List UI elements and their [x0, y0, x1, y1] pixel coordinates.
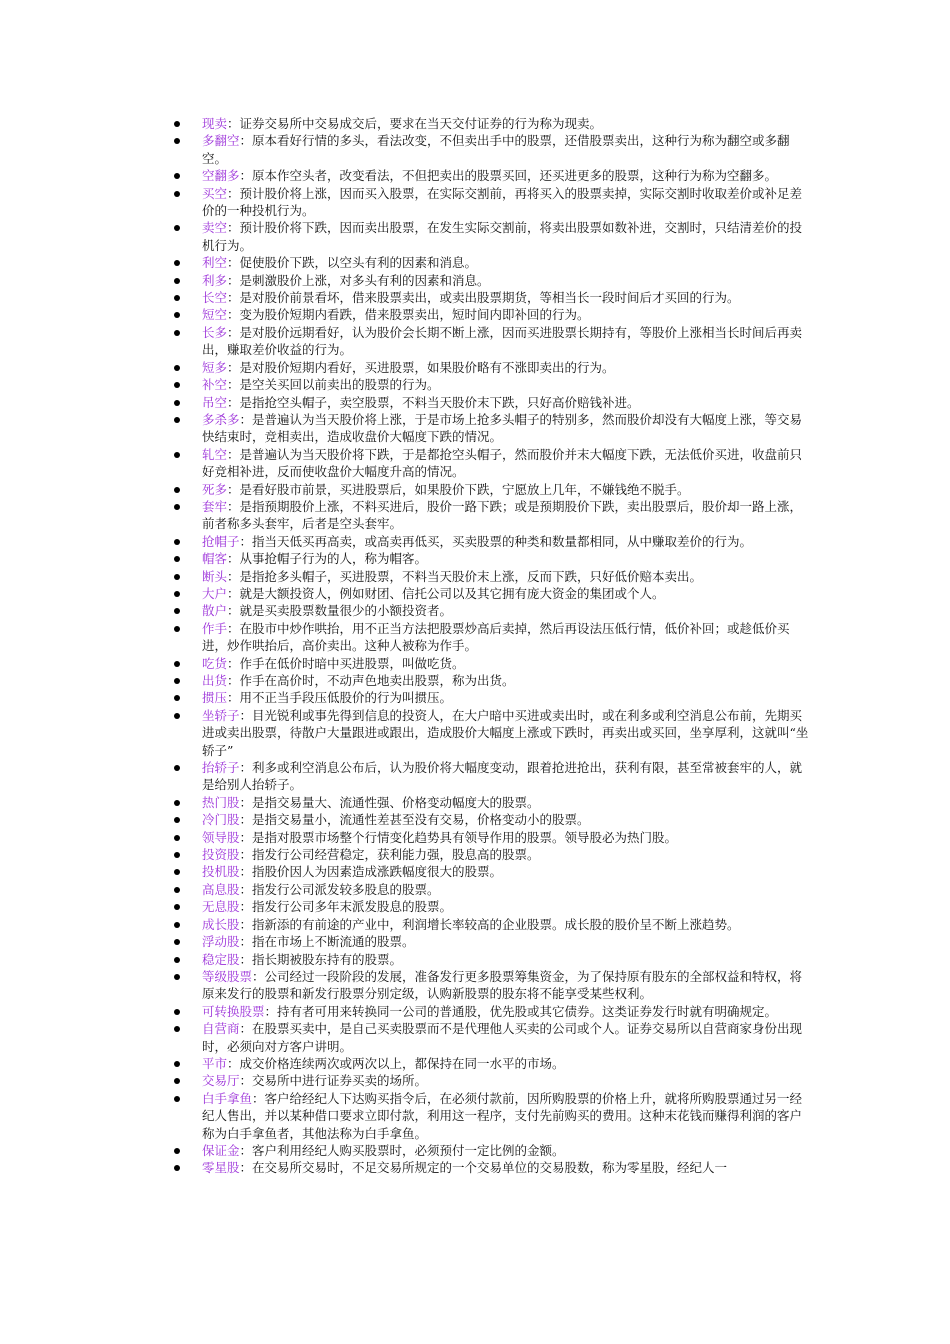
bullet-dot-icon: [174, 1148, 180, 1154]
glossary-term: 卖空: [202, 220, 228, 236]
bullet-dot-icon: [174, 574, 180, 580]
bullet-dot-icon: [174, 1061, 180, 1067]
bullet-dot-icon: [174, 121, 180, 127]
glossary-entry: [172, 272, 812, 289]
glossary-entry: [172, 881, 812, 898]
glossary-term: 成长股: [202, 916, 240, 932]
glossary-definition: ：利多或利空消息公布后，认为股价将大幅度变动，跟着抢进抢出，获利有限，甚至常被套牢的人，就是给别人抬轿子。: [202, 760, 803, 793]
glossary-entry: [172, 481, 812, 498]
bullet-dot-icon: [174, 487, 180, 493]
glossary-entry: [172, 1055, 812, 1072]
glossary-definition: ：是普遍认为当天股价将上涨，于是市场上抢多头帽子的特别多，然而股价却没有大幅度上涨，等交易快结束时，竞相卖出，造成收盘价大幅度下跌的情况。: [202, 411, 803, 445]
glossary-definition: ：用不正当手段压低股价的行为叫掼压。: [227, 690, 453, 706]
glossary-entry: [172, 376, 812, 393]
glossary-term: 吃货: [202, 655, 228, 671]
glossary-entry: [172, 863, 812, 880]
glossary-entry: [172, 811, 812, 828]
glossary-definition: ：是指预期股价上涨，不料买进后，股价一路下跌；或是预期股价下跌，卖出股票后，股价却一路上涨，前者称多头套牢，后者是空头套牢。: [202, 498, 803, 532]
glossary-entry: [172, 1090, 812, 1142]
glossary-term: 死多: [202, 481, 228, 497]
glossary-entry: [172, 550, 812, 567]
glossary-entry: [172, 689, 812, 706]
glossary-entry: [172, 968, 812, 1003]
glossary-definition: ：预计股价将下跌，因而卖出股票，在发生实际交割前，将卖出股票如数补进，交割时，只结清差价的投机行为。: [202, 220, 803, 253]
glossary-term: 出货: [202, 673, 228, 688]
glossary-entry: [172, 324, 812, 359]
glossary-term: 等级股票: [202, 968, 253, 984]
bullet-dot-icon: [174, 452, 180, 458]
glossary-entry: [172, 759, 812, 794]
bullet-dot-icon: [174, 417, 180, 423]
glossary-entry: [172, 411, 812, 446]
glossary-definition: ：在交易所交易时，不足交易所规定的一个交易单位的交易股数，称为零星股，经纪人一: [239, 1160, 728, 1176]
glossary-entry: [172, 1142, 812, 1159]
bullet-dot-icon: [174, 365, 180, 371]
glossary-entry: [172, 794, 812, 811]
glossary-term: 现卖: [202, 116, 228, 131]
glossary-definition: ：指新添的有前途的产业中，利润增长率较高的企业股票。成长股的股价呈不断上涨趋势。: [239, 916, 740, 932]
glossary-entry: [172, 1072, 812, 1089]
glossary-term: 散户: [202, 603, 228, 619]
glossary-definition: ：是指交易量小，流通性差甚至没有交易，价格变动小的股票。: [239, 812, 590, 828]
glossary-definition: ：是普遍认为当天股价将下跌，于是都抢空头帽子，然而股价并末大幅度下跌，无法低价买进，收盘前只好竞相补进，反而使收盘价大幅度升高的情况。: [202, 446, 803, 480]
glossary-term: 空翻多: [202, 168, 240, 184]
glossary-definition: ：是刺激股价上涨，对多头有利的因素和消息。: [227, 272, 490, 288]
glossary-entry: [172, 916, 812, 933]
glossary-definition: ：是对股价远期看好，认为股价会长期不断上涨，因而买进股票长期持有，等股价上涨相当长时间后再卖出，赚取差价收益的行为。: [202, 324, 803, 358]
bullet-dot-icon: [174, 295, 180, 301]
glossary-term: 利空: [202, 255, 228, 271]
glossary-definition: ：目光锐利或事先得到信息的投资人，在大户暗中买进或卖出时，或在利多或利空消息公布前，先期买进或卖出股票，待散户大量跟进或跟出，造成股价大幅度上涨或下跌时，再卖出或买回，坐享厚利，这就叫“坐轿子”: [202, 707, 809, 758]
glossary-definition: ：指长期被股东持有的股票。: [239, 951, 403, 967]
bullet-dot-icon: [174, 382, 180, 388]
glossary-entry: [172, 115, 812, 132]
glossary-term: 白手拿鱼: [202, 1090, 253, 1106]
glossary-term: 作手: [202, 620, 228, 636]
glossary-entry: [172, 167, 812, 184]
bullet-dot-icon: [174, 713, 180, 719]
glossary-definition: ：就是买卖股票数量很少的小额投资者。: [227, 603, 453, 619]
glossary-definition: ：是指对股票市场整个行情变化趋势具有领导作用的股票。领导股必为热门股。: [239, 829, 678, 845]
glossary-definition: ：原本看好行情的多头，看法改变，不但卖出手中的股票，还借股票卖出，这种行为称为翻空或多翻空。: [202, 133, 790, 166]
glossary-definition: ：交易所中进行证券买卖的场所。: [239, 1073, 428, 1089]
glossary-term: 帽客: [202, 551, 228, 567]
glossary-entry: [172, 185, 812, 220]
glossary-term: 短空: [202, 307, 228, 323]
glossary-entry: [172, 132, 812, 167]
glossary-term: 短多: [202, 359, 228, 375]
bullet-dot-icon: [174, 852, 180, 858]
glossary-term: 冷门股: [202, 812, 240, 828]
glossary-definition: ：作手在高价时，不动声色地卖出股票，称为出货。: [227, 673, 515, 688]
glossary-term: 抬轿子: [202, 760, 240, 776]
glossary-definition: ：是空关买回以前卖出的股票的行为。: [227, 377, 440, 393]
bullet-dot-icon: [174, 260, 180, 266]
glossary-definition: ：客户给经纪人下达购买指令后，在必须付款前，因所购股票的价格上升，就将所购股票通过另一经纪人售出，并以某种借口要求立即付款，利用这一程序，支付先前购买的费用。这种末花钱而赚得利润的客户称为白手拿鱼者，其他法称为白手拿鱼。: [202, 1090, 803, 1141]
bullet-dot-icon: [174, 173, 180, 179]
glossary-entry: [172, 846, 812, 863]
glossary-entry: [172, 306, 812, 323]
glossary-entry: [172, 394, 812, 411]
bullet-dot-icon: [174, 330, 180, 336]
bullet-dot-icon: [174, 887, 180, 893]
glossary-definition: ：指发行公司派发较多股息的股票。: [239, 881, 440, 897]
bullet-dot-icon: [174, 312, 180, 318]
glossary-term: 高息股: [202, 881, 240, 897]
bullet-dot-icon: [174, 904, 180, 910]
bullet-dot-icon: [174, 800, 180, 806]
bullet-dot-icon: [174, 661, 180, 667]
glossary-term: 轧空: [202, 446, 228, 462]
glossary-term: 可转换股票: [202, 1003, 265, 1019]
bullet-dot-icon: [174, 626, 180, 632]
glossary-term: 利多: [202, 272, 228, 288]
glossary-definition: ：指当天低买再高卖，或高卖再低买，买卖股票的种类和数量都相同，从中赚取差价的行为。: [239, 533, 753, 549]
glossary-entry: [172, 289, 812, 306]
glossary-term: 多翻空: [202, 133, 240, 149]
glossary-entry: [172, 933, 812, 950]
bullet-dot-icon: [174, 138, 180, 144]
glossary-entry: [172, 1159, 812, 1176]
glossary-term: 抢帽子: [202, 533, 240, 549]
glossary-definition: ：在股票买卖中，是自己买卖股票而不是代理他人买卖的公司或个人。证券交易所以自营商家身份出现时，必须向对方客户讲明。: [202, 1021, 803, 1054]
glossary-definition: ：成交价格连续两次或两次以上，都保持在同一水平的市场。: [227, 1055, 565, 1071]
bullet-dot-icon: [174, 939, 180, 945]
glossary-term: 零星股: [202, 1160, 240, 1176]
glossary-entry: [172, 898, 812, 915]
bullet-dot-icon: [174, 922, 180, 928]
bullet-dot-icon: [174, 1026, 180, 1032]
glossary-entry: [172, 829, 812, 846]
glossary-definition: ：从事抢帽子行为的人，称为帽客。: [227, 551, 428, 567]
glossary-term: 补空: [202, 377, 228, 393]
glossary-definition: ：是指抢多头帽子，买进股票，不料当天股价末上涨，反而下跌，只好低价赔本卖出。: [227, 568, 703, 584]
glossary-term: 买空: [202, 185, 228, 201]
glossary-definition: ：指股价因人为因素造成涨跌幅度很大的股票。: [239, 864, 503, 880]
glossary-term: 无息股: [202, 899, 240, 915]
glossary-term: 投资股: [202, 847, 240, 863]
glossary-term: 掼压: [202, 690, 228, 706]
glossary-term: 大户: [202, 585, 228, 601]
bullet-dot-icon: [174, 1009, 180, 1015]
glossary-entry: [172, 1003, 812, 1020]
glossary-definition: ：是对股价短期内看好，买进股票，如果股价略有不涨即卖出的行为。: [227, 359, 615, 375]
glossary-definition: ：持有者可用来转换同一公司的普通股，优先股或其它债券。这类证券发行时就有明确规定。: [264, 1003, 778, 1019]
bullet-dot-icon: [174, 556, 180, 562]
glossary-definition: ：指在市场上不断流通的股票。: [239, 934, 415, 950]
glossary-definition: ：变为股价短期内看跌，借来股票卖出，短时间内即补回的行为。: [227, 307, 590, 323]
glossary-entry: [172, 585, 812, 602]
glossary-entry: [172, 498, 812, 533]
glossary-list: [172, 115, 812, 1177]
glossary-definition: ：是对股价前景看坏，借来股票卖出，或卖出股票期货，等相当长一段时间后才买回的行为。: [227, 290, 740, 306]
bullet-dot-icon: [174, 504, 180, 510]
bullet-dot-icon: [174, 835, 180, 841]
bullet-dot-icon: [174, 608, 180, 614]
glossary-term: 稳定股: [202, 951, 240, 967]
bullet-dot-icon: [174, 539, 180, 545]
glossary-definition: ：是指交易量大、流通性强、价格变动幅度大的股票。: [239, 794, 540, 810]
glossary-entry: [172, 1020, 812, 1055]
glossary-entry: [172, 951, 812, 968]
bullet-dot-icon: [174, 869, 180, 875]
glossary-term: 投机股: [202, 864, 240, 880]
glossary-term: 多杀多: [202, 411, 240, 427]
glossary-entry: [172, 655, 812, 672]
glossary-entry: [172, 707, 812, 759]
glossary-entry: [172, 219, 812, 254]
bullet-dot-icon: [174, 191, 180, 197]
bullet-dot-icon: [174, 817, 180, 823]
glossary-definition: ：是指抢空头帽子，卖空股票，不料当天股价末下跌，只好高价赔钱补进。: [227, 394, 640, 410]
bullet-dot-icon: [174, 1078, 180, 1084]
glossary-term: 吊空: [202, 394, 228, 410]
glossary-entry: [172, 620, 812, 655]
glossary-entry: [172, 359, 812, 376]
glossary-entry: [172, 446, 812, 481]
bullet-dot-icon: [174, 400, 180, 406]
bullet-dot-icon: [174, 1165, 180, 1171]
glossary-definition: ：指发行公司经营稳定，获利能力强，股息高的股票。: [239, 847, 540, 863]
bullet-dot-icon: [174, 765, 180, 771]
bullet-dot-icon: [174, 678, 180, 684]
glossary-definition: ：作手在低价时暗中买进股票，叫做吃货。: [227, 655, 465, 671]
glossary-term: 长多: [202, 324, 228, 340]
bullet-dot-icon: [174, 591, 180, 597]
glossary-definition: ：客户利用经纪人购买股票时，必须预付一定比例的金额。: [239, 1142, 565, 1158]
glossary-definition: ：证券交易所中交易成交后，要求在当天交付证券的行为称为现卖。: [227, 116, 603, 131]
bullet-dot-icon: [174, 1096, 180, 1102]
bullet-dot-icon: [174, 695, 180, 701]
glossary-term: 断头: [202, 568, 228, 584]
bullet-dot-icon: [174, 278, 180, 284]
bullet-dot-icon: [174, 957, 180, 963]
glossary-term: 自营商: [202, 1021, 240, 1037]
glossary-term: 保证金: [202, 1142, 240, 1158]
glossary-entry: [172, 254, 812, 271]
glossary-definition: ：是看好股市前景，买进股票后，如果股价下跌，宁愿放上几年，不嫌钱绝不脱手。: [227, 481, 690, 497]
glossary-definition: ：指发行公司多年末派发股息的股票。: [239, 899, 453, 915]
glossary-term: 长空: [202, 290, 228, 306]
glossary-term: 坐轿子: [202, 707, 240, 723]
glossary-definition: ：原本作空头者，改变看法，不但把卖出的股票买回，还买进更多的股票，这种行为称为空翻多。: [239, 168, 778, 184]
bullet-dot-icon: [174, 225, 180, 231]
glossary-entry: [172, 672, 812, 689]
glossary-entry: [172, 602, 812, 619]
glossary-term: 交易厅: [202, 1073, 240, 1089]
glossary-term: 领导股: [202, 829, 240, 845]
glossary-entry: [172, 533, 812, 550]
bullet-dot-icon: [174, 974, 180, 980]
glossary-term: 浮动股: [202, 934, 240, 950]
glossary-entry: [172, 568, 812, 585]
glossary-definition: ：公司经过一段阶段的发展，准备发行更多股票筹集资金，为了保持原有股东的全部权益和特权，将原来发行的股票和新发行股票分别定级，认购新股票的股东将不能享受某些权利。: [202, 968, 803, 1002]
glossary-term: 热门股: [202, 794, 240, 810]
glossary-definition: ：就是大额投资人，例如财团、信托公司以及其它拥有庞大资金的集团或个人。: [227, 585, 665, 601]
glossary-definition: ：预计股价将上涨，因而买入股票，在实际交割前，再将买入的股票卖掉，实际交割时收取差价或补足差价的一种投机行为。: [202, 185, 803, 219]
glossary-definition: ：促使股价下跌，以空头有利的因素和消息。: [227, 255, 478, 271]
glossary-term: 平市: [202, 1055, 228, 1071]
glossary-definition: ：在股市中炒作哄抬，用不正当方法把股票炒高后卖掉，然后再设法压低行情，低价补回；或趁低价买进，炒作哄抬后，高价卖出。这种人被称为作手。: [202, 620, 790, 654]
glossary-term: 套牢: [202, 498, 228, 514]
